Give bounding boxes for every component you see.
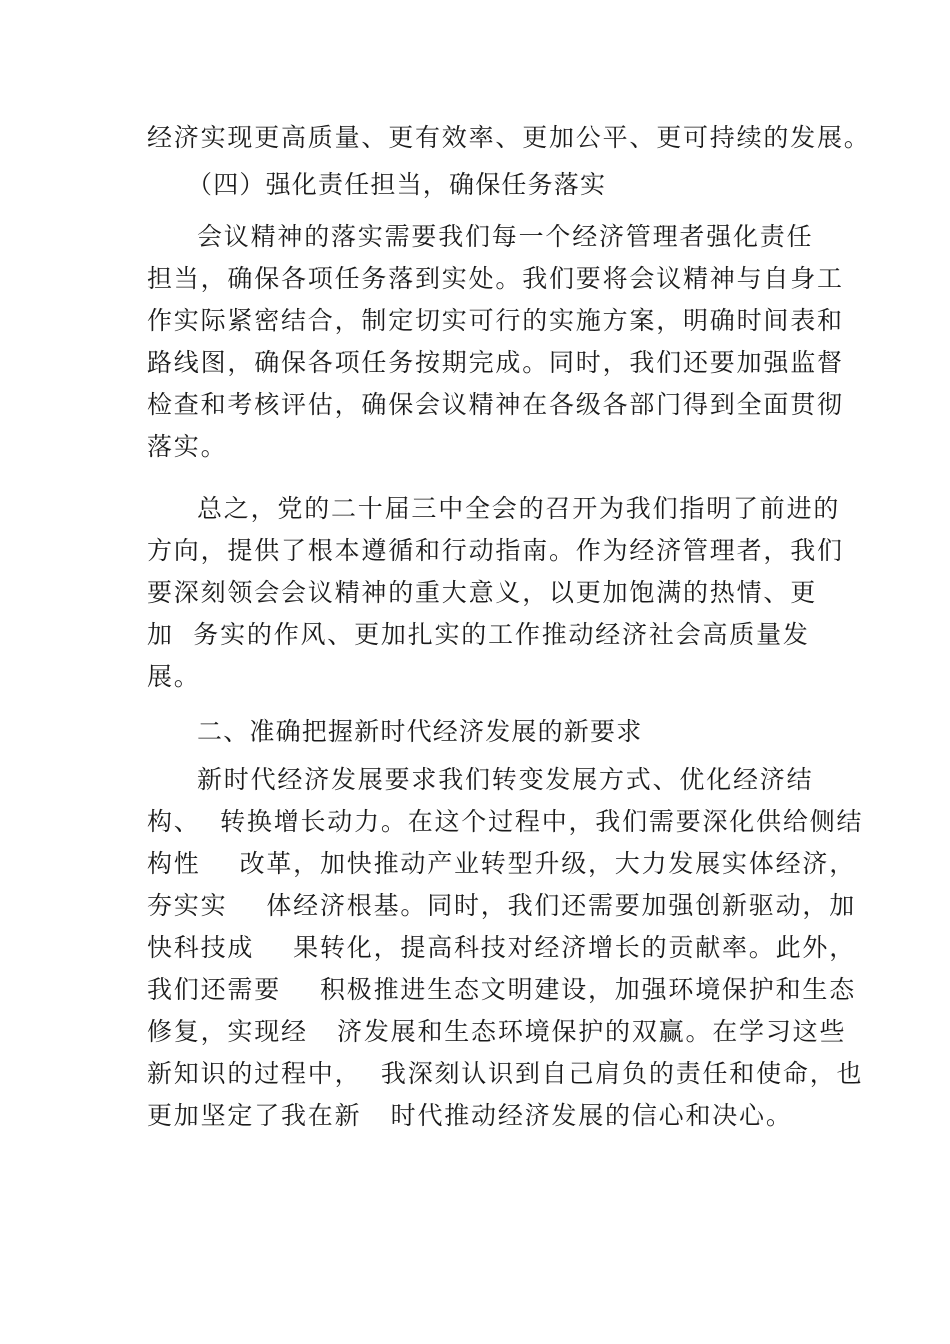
paragraph-line: 新知识的过程中， 我深刻认识到自己肩负的责任和使命，也 (147, 1059, 864, 1088)
section-heading: （四）强化责任担当，确保任务落实 (187, 170, 607, 199)
paragraph-line: 担当，确保各项任务落到实处。我们要将会议精神与自身工 (147, 264, 844, 293)
paragraph-line: 新时代经济发展要求我们转变发展方式、优化经济结 (197, 765, 814, 794)
paragraph-line: 加 务实的作风、更加扎实的工作推动经济社会高质量发 (147, 620, 810, 649)
paragraph-line: 构、 转换增长动力。在这个过程中，我们需要深化供给侧结 (147, 807, 864, 836)
paragraph-line: 构性 改革，加快推动产业转型升级，大力发展实体经济， (147, 849, 856, 878)
paragraph-line: 经济实现更高质量、更有效率、更加公平、更可持续的发展。 (147, 123, 871, 152)
paragraph-line: 快科技成 果转化，提高科技对经济增长的贡献率。此外， (147, 933, 856, 962)
paragraph-line: 我们还需要 积极推进生态文明建设，加强环境保护和生态 (147, 975, 856, 1004)
paragraph-line: 要深刻领会会议精神的重大意义，以更加饱满的热情、更 (147, 578, 818, 607)
paragraph-line: 落实。 (147, 432, 228, 461)
section-heading: 二、准确把握新时代经济发展的新要求 (197, 717, 643, 746)
paragraph-line: 修复，实现经 济发展和生态环境保护的双赢。在学习这些 (147, 1017, 847, 1046)
paragraph-line: 展。 (147, 662, 201, 691)
paragraph-line: 总之，党的二十届三中全会的召开为我们指明了前进的 (197, 494, 841, 523)
paragraph-line: 夯实实 体经济根基。同时，我们还需要加强创新驱动，加 (147, 891, 856, 920)
paragraph-line: 检查和考核评估，确保会议精神在各级各部门得到全面贯彻 (147, 390, 844, 419)
paragraph-line: 会议精神的落实需要我们每一个经济管理者强化责任 (197, 222, 814, 251)
paragraph-line: 作实际紧密结合，制定切实可行的实施方案，明确时间表和 (147, 306, 844, 335)
paragraph-line: 更加坚定了我在新 时代推动经济发展的信心和决心。 (147, 1101, 793, 1130)
paragraph-line: 方向，提供了根本遵循和行动指南。作为经济管理者，我们 (147, 536, 844, 565)
paragraph-line: 路线图，确保各项任务按期完成。同时，我们还要加强监督 (147, 348, 844, 377)
